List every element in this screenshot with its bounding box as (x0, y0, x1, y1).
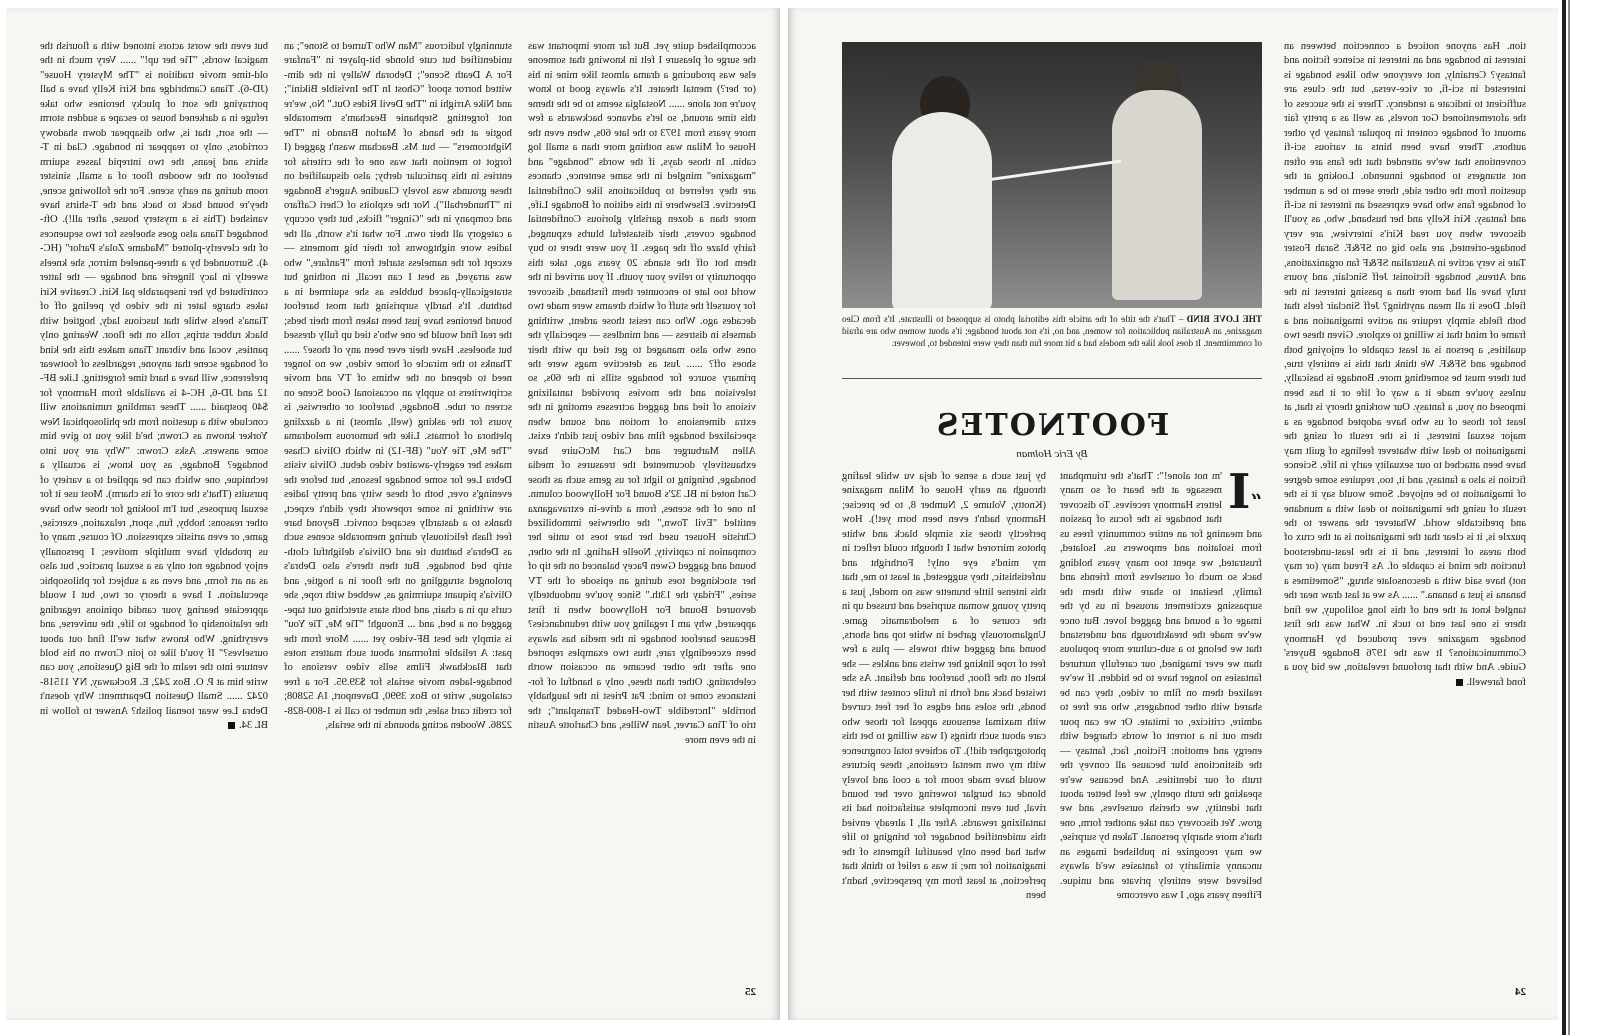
left-column-2-text: stunningly ludicrous "Man Who Turned to Stone"; an unidentified but cute blonde bit-player in "Fanfare For A Death Scene"; Deborah Walley in the dim-witted horror spoof "Ghost In The Invisible Bikini"; and Nike Arrighi in "The Devil Rides Out." No, we're not forgetting Stephanie Beacham's memorable hogtie at the hands of Marlon Brando in "The Nightcomers" — but Ms. Beacham wasn't gagged (I forgot to mention that was one of the criteria for entries in this particular derby; also disqualified on these grounds was lovely Claudine Auger's Bondage in "Thunderball"). Nor the exploits of Cheri Caffaro and company in the "Ginger" flicks, but they occupy a category all their own. For what it's worth, all the ladies wore nightgowns for their big moments — except for the nameless starlet from "Fanfare," who was arrayed, as best I can recall, in nothing but strategically-placed bubbles as she squirmed in a bathtub. It's hardly surprising that most barefoot bound heroines have just been taken from their beds; the real find would be one who's tied up fully dressed but shoeless. Have their ever been any of those? ...... Thanks to the miracle of home video, we no longer need to depend on the whims of TV and movie scriptwriters to supply an occasional Good Scene on screen or tube. Bondage, barefoot or otherwise, is yours for the asking (well, almost) in a dazzling plethora of formats. Like the humorous melodrama "The Me, Tie You" (BF-12) in which Olivia Chase makes her eagerly-awaited video debut. Olivia visits Debra Lee for some bondage lessons, but before the evening's over, both of these witty and pretty ladies are writhing in some ropework they didn't expect, thanks to a dastardly escaped convict. Beyond bare feet flash felicitously during memorable scenes such as Debra's bathtub tie and Olivia's delightful cloth-strip bed bondage. But then there's also Debra's prolonged struggling on the floor in a hogtie, and Olivia's piquant squirming as, webbed with rope, she curls up in a chair, and both stars stretching out tape-gagged on a bed, and ... Enough! "Tie Me, Tie You" is simply the best BF-video yet ...... More from the past: A reliable informant about such matters notes that Blackhawk Films sells video versions of bondage-laden movie serials for $39.95. For a free catalogue, write to Box 3990, Davenport, IA 52808; for credit card sales, the number to call is 1-800-828-2286. Wooden acting abounds in the serials, (284, 41, 512, 732)
page-edge (1562, 0, 1566, 1035)
caption-lead: THE LOVE BIND (1186, 314, 1262, 324)
end-mark-icon (228, 722, 235, 729)
left-column-1-text: accomplished quite yet. But far more important was the surge of pleasure I felt in knowing that someone else was producing a drama almost like mine in his (or her?) mental theater. It's always good to know you're not alone ...... Nostalgia seems to be the theme this time around, so let's advance backwards a few more years from 1973 to the late 60s, when even the House of Milan was nothing more than a small log cabin. In those days, if the words "bondage" and "magazine" mingled in the same sentence, chances are they referred to publications like Confidential Detective. Elsewhere in this edition of Bondage Life, more than a dozen garishly glorious Confidential bondage covers, their distasteful blurbs expunged, fairly blaze off the pages. If you were there to buy them hot off the stands 20 years ago, take this opportunity to relive your youth. If you arrived in the world too late to encounter them firsthand, discover for yourself the stuff of which dreams were made two decades ago. Who can resist those ardent, writhing damsels in distress — and mindless — especially the ones who also managed to get tied up with their shoes off? ...... Just as detective mags were the primary source for bondage stills in the 60s, so television and the movies provided tantalizing visions of tied and gagged actresses emoting in the extra dimensions of motion and sound when specialized bondage film and video just didn't exist. Allen Marburger and Carl McGuire have exhaustively documented the treasures of media bondage, bringing to light for us gems such as those Carl noted in BL 32's Bound For Hollywood column. In one of the scenes, from a drive-in extravaganza entitled "Evil Town," the otherwise immobilized Christie Houser used her bare toes to untie her companion in captivity, Noelle Harling. In the other, bound and gagged Gwen Pacey balanced on the tip of her stockinged toes during an episode of the TV series, "Friday the 13th." Since you've undoubtedly devoured Bound For Hollywood when it first appeared, why am I regaling you with redundancies? Because barefoot bondage in the media has always been exceedingly rare, thus two examples reported one after the other became an occasion worth celebrating. Other than these, only a handful of for-instances come to mind: Pat Priest in the laughably horrible "Incredible Two-Headed Transplant"; the trio of Tina Carver, Jean Willes, and Charlotte Austin in the even more (528, 41, 756, 746)
editorial-photo (842, 42, 1262, 308)
left-column-3 (40, 40, 268, 734)
right-column-1-text: tion. Has anyone noticed a connection between an interest in bondage and an interest in science fiction and fantasy? Certainly, not everyone who likes bondage is interested in sci-fi, or vice-versa, but the clues are sufficient to indicate a tendency. There is the success of the aforementioned Gor novels, as well as a pretty fair amount of bondage content in popular fantasy by other authors. There have been hints at various sci-fi conventions that we've attended that the fans are often not strangers to bondage innuendo. Looking at the question from the other side, there seem to be a number of bondage fans who have expressed an interest in sci-fi and fantasy. Kiri Kelly and her husband, who, as you'll discover when you read Kiri's interview, are very bondage-oriented, are also big on SF&F. Sarah Foster Tate is very active in Australian SF&F fan organizations, and Atreus, bondage fictionist Jeff Sinclair, and yours truly have all had more than a passing interest in the field. Does it all mean anything? Jeff Sinclair feels that both fields simply require an active imagination and a frame of mind that is willing to explore. Given these two qualities, a person is at least capable of enjoying both bondage and SF&F. We think that this is entirely true, but there must be something more. Bondage is basically, unless you've made it a way of life or it has been imposed on you, a fantasy. Our working theory is that, at least for those of us who have adopted bondage as a major sexual interest, it is the result of using the imagination to deal with whatever feelings of guilt may have been attached to our sexuality early in life. Science fiction is also a fantasy, and it, too, requires some degree of imagination to be enjoyed. Some would say it is the result of using the imagination to deal with a mundane and predictable world. Whatever the answer to the puzzle is, it is clear that the imagination is at the crux of both areas of interest, and it is the least-understood function the mind is capable of. As Freud may (or may not) have said with a desconsolate shrug, "Sometimes a banana is just a banana." ...... As we at last draw near the tangled knot at the end of this long soliloquy, we find there is one last end to tuck in. What was the first bondage magazine ever produced by Harmony Communications? It was the 1976 Bondage Buyers' Guide. And with that profound revelation, we bid you a fond farewell. (1284, 41, 1526, 688)
right-page (788, 8, 1558, 1020)
divider (842, 378, 1262, 379)
left-column-2 (284, 40, 512, 734)
woman-body (892, 112, 992, 308)
caption-text: – That's the title of the article this editorial photo is supposed to illustrate. It's from Cleo magazine, an Australian publication for women, and no, it's not about bondage; it's about women who are afraid of commitment. It does look like the models had a bit more fun than they were intended to, however. (842, 314, 1262, 348)
page-edge-shadow (1568, 0, 1570, 1035)
right-column-3 (842, 470, 1046, 904)
page-number: 25 (745, 986, 756, 998)
drop-cap (1228, 464, 1262, 521)
page-number: 24 (1515, 986, 1526, 998)
open-quote: “ (1250, 489, 1262, 513)
left-column-1 (528, 40, 756, 748)
photo-caption (842, 314, 1262, 349)
rope (973, 160, 1122, 184)
byline: By Eric Holman (1016, 448, 1088, 460)
right-column-3-text: by just such a sense of deja vu while leafing through an early House of Milan magazine (Knotty, Volume 2, Number 8, to be precise; Harmony hadn't even been born yet!). How perfectly those six simple black and white photos mirrored what I thought could reflect in my mind's eye only! Forthright and unfetishistic, they suggested, at least to me, that this intense little brunette was no model, just a pretty young woman surprised and trussed up in the course of a melodramatic game. Unglamorously garbed in white top and shorts, bound and gagged with towels — plus a few feet of rope linking her wrists and ankles — she knelt on the floor, barefoot and defiant. As she twisted back and forth in futile contest with her bonds, the soles and edges of her feet curved with maximal sensuous appeal for those who care about such things (I was willing to bet this photographer did!). To achieve total congruence with my own mental creations, these pictures would have made room for a cool and lovely blonde cat burglar towering over her bound rival, but even incomplete satisfaction had its tantalizing rewards. After all, I already envied this unidentified bondager for bringing to life what had been only beautiful figments of the imagination for me; it was a relief to think that perfection, at least from my perspective, hadn't been (842, 471, 1046, 902)
right-column-2 (1060, 464, 1262, 904)
right-column-1 (1284, 40, 1526, 690)
drop-cap-letter: I (1228, 464, 1251, 520)
left-page-content (6, 8, 780, 1020)
article-title: FOOTNOTES (934, 408, 1170, 443)
end-mark-icon (1456, 679, 1463, 686)
left-page (6, 8, 780, 1020)
right-page-content (788, 8, 1558, 1020)
left-column-3-text: but even the worst actors intoned with a flourish the magical words, "Tie her up!" ...... Very much in the old-time movie tradition is "The Mystery House" (JD-6). Tiana Cambridge and Kiri Kelly have a ball portraying the sort of plucky heroines who take refuge in a darkened house to escape a sudden storm — the sort, that is, who disappear down shadowy corridors, only to reappear in bondage. Clad in T-shirts and jeans, the two intrepid lasses squirm barefoot on the wooden floor of a small, sinister room during an early scene. For the following scene, they're bound back to back and the T-shirts have vanished (This is a mystery house, after all!). Oft-bondaged Tiana also goes shoeless for two sequences of the cleverly-plotted "Madame Zola's Parlor" (HC-4). Surrounded by a three-paneled mirror, she kneels sweetly in lacy lingerie and bondage — the latter contributed by her inseparable pal Kiri. Creative Kiri takes charge later in the video by peeling off of Tiana's heels while that luscious lady, hogtied with black rubber strips, rolls on the floor. Wearing only panties, vocal and vibrant Tiana makes this the kind of bondage scene that anyone, regardless of footwear preference, will have a hard time forgetting. Like BF-12 and JD-6, HC-4 is available from Harmony for $40 postpaid ...... These rambling ruminations will conclude with a question from the philosophical New Yorker known as Crown; he'd like you to give him some answers. Asks Crown: "Why are you into bondage? Bondage, as you know, is actually a technique, one which can be applied to a variety of pursuits (That's the core of its charm). Most use it for sexual purposes, but I'm looking for those who have other reasons: hobby, fun, sport, relaxation, exercise, game, or even artistic expression. Of course, many of us probably have multiple motives; I personally enjoy bondage not only as a sexual practice, but also as an art form, and even as a subject for philosophic speculation. I have a theory or two, but I would appreciate hearing your candid opinions regarding the relationship of bondage to life, the universe, and everything. Who knows what we'll find out about ourselves?" If you'd like to join Crown on his bold venture into the realm of the Big Questions, you can write him at P. O. Box 242, E. Rockaway, NY 11518-0242 ...... Small Question Department: Why doesn't Debra Lee wear toenail polish? Answer to follow in BL 34. (40, 41, 268, 732)
right-column-2-text: 'm not alone!": That's the triumphant message at the heart of so many letters Harmony receives. To discover that bondage is the focus of passion and meaning for an entire community frees us from isolation and empowers us. Isolated, frustrated, we spent too many years holding back so much of ourselves from friends and family, hesitant to share with them the surpassing excitement aroused in us by the image of a bound and gagged lover. But once we've made the breakthrough and understand that we belong to a sub-culture more populous than we ever imagined, our carefully nurtured fantasies no longer have to be hidden. If we've realized them on film or video, they can be shared with other bondagers, who are free to admire, criticize, or imitate. Or we can pour them out in a torrent of words charged with energy and emotion: Fiction, fact, fantasy — the distinctions blur because all convey the truth of our identities. And because we're speaking the truth openly, we feel better about that identity, we cherish ourselves, and we grow. Yet discovery can take another form, one that's more sharply personal. Taken by surprise, we may recognize in published images an uncanny similarity to fantasies we'd always believed were entirely private and unique. Fifteen years ago, I was overcome (1060, 471, 1262, 902)
man-body (1112, 90, 1202, 300)
